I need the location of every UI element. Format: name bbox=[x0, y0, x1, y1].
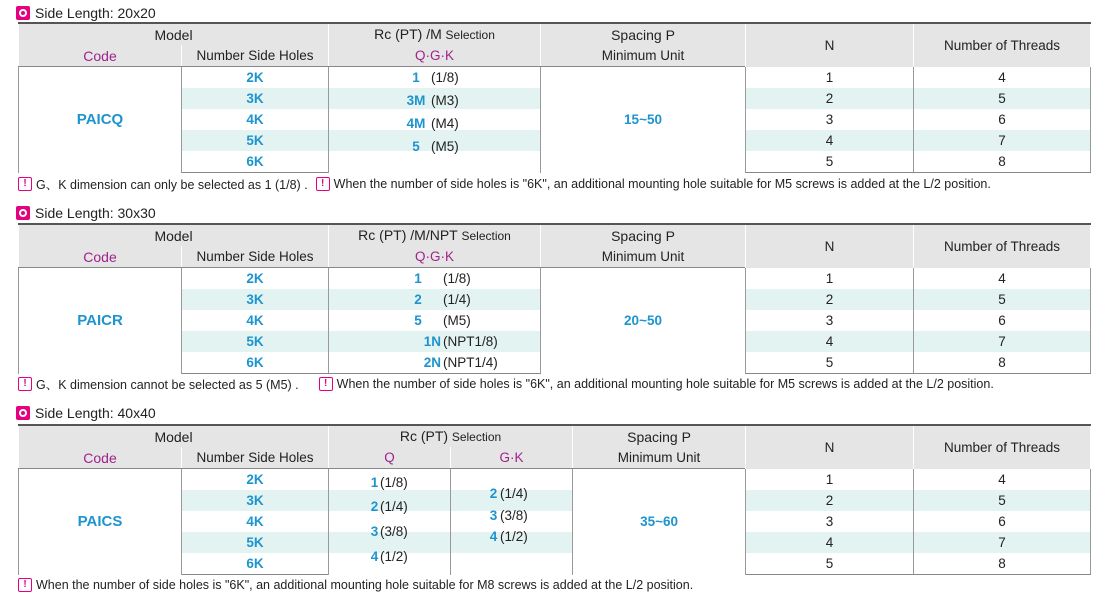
threads-cell: 4 bbox=[914, 268, 1091, 290]
threads-cell: 5 bbox=[914, 289, 1091, 310]
selection-cell bbox=[329, 352, 541, 374]
threads-header: Number of Threads bbox=[914, 425, 1091, 469]
selection-value: (1/4) bbox=[443, 291, 471, 307]
side-holes-cell: 4K bbox=[182, 109, 329, 130]
n-cell: 4 bbox=[746, 532, 914, 553]
selection-code: 3 bbox=[489, 507, 498, 523]
selection-value: (M5) bbox=[431, 138, 459, 154]
threads-cell: 5 bbox=[914, 88, 1091, 109]
spacing-header: Spacing P bbox=[573, 425, 746, 447]
side-holes-header: Number Side Holes bbox=[182, 45, 329, 67]
selection-value: (1/2) bbox=[380, 548, 408, 564]
n-header: N bbox=[746, 425, 914, 469]
selection-cell bbox=[329, 310, 541, 331]
side-holes-cell: 6K bbox=[182, 553, 329, 575]
selection-code: 3M bbox=[406, 92, 426, 108]
product-code: PAICR bbox=[19, 268, 182, 374]
threads-cell: 4 bbox=[914, 67, 1091, 89]
selection-value: (NPT1/4) bbox=[443, 354, 498, 370]
selection-code: 1 bbox=[370, 474, 379, 490]
threads-cell: 5 bbox=[914, 490, 1091, 511]
n-cell: 5 bbox=[746, 151, 914, 173]
threads-cell: 8 bbox=[914, 553, 1091, 575]
spec-table-30x30 bbox=[18, 223, 1091, 374]
selection-header: Rc (PT) /M/NPT Selection bbox=[329, 224, 541, 246]
selection-value: (M3) bbox=[431, 92, 459, 108]
qgk-header: Q·G·K bbox=[329, 246, 541, 268]
warning-icon: ! bbox=[319, 377, 333, 391]
n-cell: 3 bbox=[746, 109, 914, 130]
section-marker-icon bbox=[16, 6, 30, 20]
n-cell: 2 bbox=[746, 289, 914, 310]
qgk-header: Q·G·K bbox=[329, 45, 541, 67]
section-title-20x20: Side Length: 20x20 bbox=[16, 4, 156, 22]
selection-value: (3/8) bbox=[380, 523, 408, 539]
side-holes-header: Number Side Holes bbox=[182, 246, 329, 268]
n-cell: 2 bbox=[746, 88, 914, 109]
threads-header: Number of Threads bbox=[914, 224, 1091, 268]
code-header: Code bbox=[19, 45, 182, 67]
selection-cell bbox=[329, 331, 541, 352]
n-cell: 4 bbox=[746, 130, 914, 151]
selection-value: (1/8) bbox=[431, 70, 459, 86]
selection-cell bbox=[329, 67, 541, 173]
side-holes-cell: 2K bbox=[182, 67, 329, 89]
threads-cell: 7 bbox=[914, 532, 1091, 553]
section-marker-icon bbox=[16, 206, 30, 220]
selection-code: 1 bbox=[412, 70, 420, 86]
gk-header: G·K bbox=[451, 447, 573, 469]
section-title-30x30: Side Length: 30x30 bbox=[16, 204, 156, 222]
selection-code: 2 bbox=[489, 486, 498, 502]
threads-cell: 6 bbox=[914, 109, 1091, 130]
threads-cell: 6 bbox=[914, 310, 1091, 331]
code-header: Code bbox=[19, 447, 182, 469]
note-line bbox=[18, 376, 994, 392]
note-text: When the number of side holes is "6K", an additional mounting hole suitable for M5 screws is added at the L/2 position. bbox=[333, 177, 991, 191]
side-holes-cell: 6K bbox=[182, 352, 329, 374]
q-header: Q bbox=[329, 447, 451, 469]
side-holes-cell: 3K bbox=[182, 289, 329, 310]
spacing-header: Spacing P bbox=[541, 224, 746, 246]
selection-code: 1N bbox=[423, 333, 442, 349]
n-header: N bbox=[746, 224, 914, 268]
selection-value: (M4) bbox=[431, 115, 459, 131]
side-holes-cell: 6K bbox=[182, 151, 329, 173]
n-cell: 5 bbox=[746, 352, 914, 374]
side-holes-cell: 3K bbox=[182, 490, 329, 511]
selection-value: (M5) bbox=[443, 312, 471, 328]
note-text: G、K dimension can only be selected as 1 (1/8) . bbox=[36, 178, 308, 192]
selection-code: 4M bbox=[406, 115, 426, 131]
selection-header: Rc (PT) Selection bbox=[329, 425, 573, 447]
selection-value: (1/8) bbox=[443, 270, 471, 286]
side-holes-cell: 5K bbox=[182, 331, 329, 352]
n-cell: 1 bbox=[746, 268, 914, 290]
selection-value: (NPT1/8) bbox=[443, 333, 498, 349]
model-header: Model bbox=[19, 425, 329, 447]
selection-value: (1/4) bbox=[500, 486, 528, 502]
n-cell: 1 bbox=[746, 67, 914, 89]
threads-cell: 7 bbox=[914, 130, 1091, 151]
selection-code: 5 bbox=[412, 138, 420, 154]
n-header: N bbox=[746, 23, 914, 67]
minimum-unit-header: Minimum Unit bbox=[573, 447, 746, 469]
spec-table-40x40 bbox=[18, 424, 1091, 575]
threads-cell: 4 bbox=[914, 469, 1091, 491]
threads-cell: 8 bbox=[914, 151, 1091, 173]
selection-cell bbox=[329, 289, 541, 310]
model-header: Model bbox=[19, 23, 329, 45]
spacing-value: 15~50 bbox=[541, 67, 746, 173]
threads-cell: 7 bbox=[914, 331, 1091, 352]
selection-cell bbox=[329, 268, 541, 290]
warning-icon: ! bbox=[18, 177, 32, 191]
n-cell: 2 bbox=[746, 490, 914, 511]
note-text: G、K dimension cannot be selected as 5 (M5) . bbox=[36, 378, 299, 392]
selection-code: 1 bbox=[414, 270, 422, 286]
note-line bbox=[18, 176, 991, 192]
selection-header: Rc (PT) /M Selection bbox=[329, 23, 541, 45]
n-cell: 3 bbox=[746, 310, 914, 331]
n-cell: 3 bbox=[746, 511, 914, 532]
warning-icon: ! bbox=[18, 578, 32, 592]
note-text: When the number of side holes is "6K", an additional mounting hole suitable for M8 screws is added at the L/2 position. bbox=[36, 578, 694, 592]
section-title-40x40: Side Length: 40x40 bbox=[16, 404, 156, 422]
spacing-value: 35~60 bbox=[573, 469, 746, 575]
selection-value: (1/4) bbox=[380, 498, 408, 514]
table-row bbox=[19, 67, 1091, 89]
section-marker-icon bbox=[16, 406, 30, 420]
n-cell: 5 bbox=[746, 553, 914, 575]
side-holes-cell: 4K bbox=[182, 511, 329, 532]
selection-code: 4 bbox=[489, 528, 498, 544]
table-row bbox=[19, 469, 1091, 491]
selection-code: 2 bbox=[414, 291, 422, 307]
side-holes-cell: 4K bbox=[182, 310, 329, 331]
selection-code: 5 bbox=[414, 312, 422, 328]
spec-table-20x20 bbox=[18, 22, 1091, 173]
selection-code: 3 bbox=[370, 523, 379, 539]
spacing-header: Spacing P bbox=[541, 23, 746, 45]
selection-q-cell bbox=[329, 469, 451, 575]
threads-header: Number of Threads bbox=[914, 23, 1091, 67]
product-code: PAICS bbox=[19, 469, 182, 575]
side-holes-cell: 2K bbox=[182, 268, 329, 290]
threads-cell: 8 bbox=[914, 352, 1091, 374]
spacing-value: 20~50 bbox=[541, 268, 746, 374]
selection-value: (1/8) bbox=[380, 474, 408, 490]
warning-icon: ! bbox=[18, 377, 32, 391]
selection-value: (1/2) bbox=[500, 528, 528, 544]
selection-code: 4 bbox=[370, 548, 379, 564]
n-cell: 1 bbox=[746, 469, 914, 491]
selection-code: 2 bbox=[370, 498, 379, 514]
selection-value: (3/8) bbox=[500, 507, 528, 523]
side-holes-cell: 5K bbox=[182, 532, 329, 553]
selection-code: 2N bbox=[423, 354, 442, 370]
minimum-unit-header: Minimum Unit bbox=[541, 246, 746, 268]
model-header: Model bbox=[19, 224, 329, 246]
n-cell: 4 bbox=[746, 331, 914, 352]
warning-icon: ! bbox=[316, 177, 330, 191]
side-holes-cell: 3K bbox=[182, 88, 329, 109]
side-holes-header: Number Side Holes bbox=[182, 447, 329, 469]
code-header: Code bbox=[19, 246, 182, 268]
selection-gk-cell bbox=[451, 469, 573, 575]
threads-cell: 6 bbox=[914, 511, 1091, 532]
side-holes-cell: 5K bbox=[182, 130, 329, 151]
note-text: When the number of side holes is "6K", an additional mounting hole suitable for M5 screws is added at the L/2 position. bbox=[336, 377, 994, 391]
note-line bbox=[18, 577, 693, 593]
minimum-unit-header: Minimum Unit bbox=[541, 45, 746, 67]
product-code: PAICQ bbox=[19, 67, 182, 173]
table-row bbox=[19, 268, 1091, 290]
side-holes-cell: 2K bbox=[182, 469, 329, 491]
